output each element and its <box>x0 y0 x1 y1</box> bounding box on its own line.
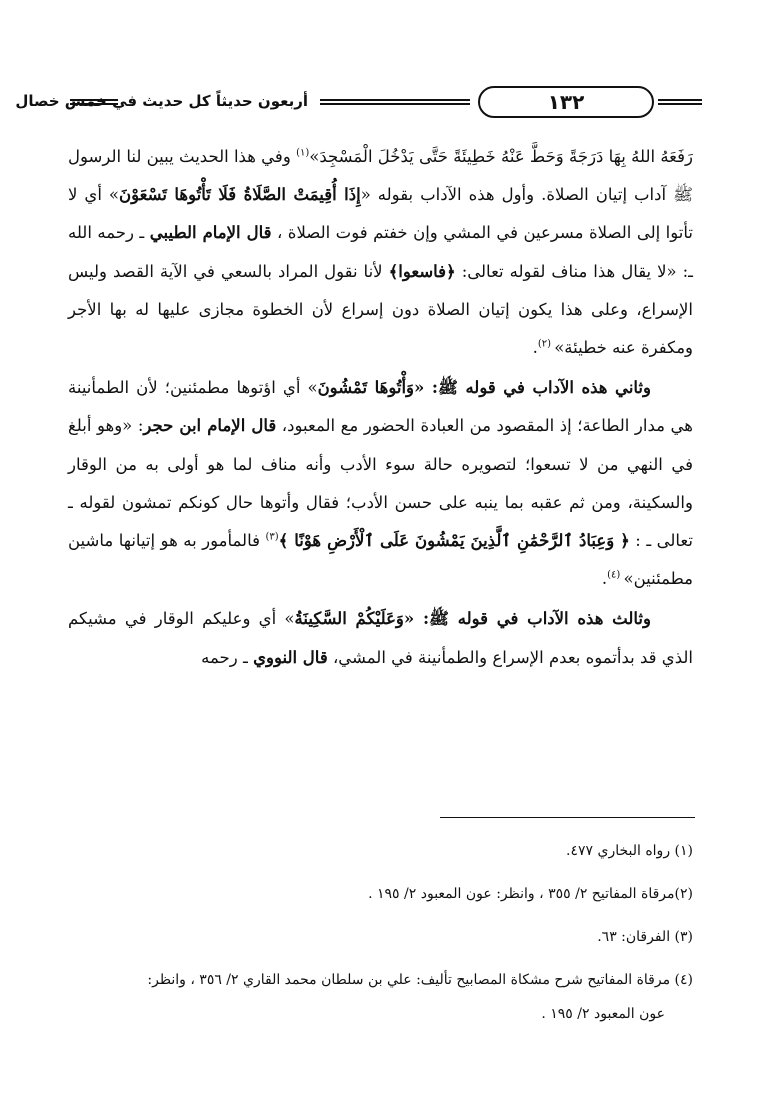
bold-text: وَأْتُوهَا تَمْشُونَ <box>317 378 415 398</box>
main-text <box>68 138 693 677</box>
footnote-separator <box>440 817 695 818</box>
footnote-1 <box>68 834 693 868</box>
footnote-text: (٢)مرقاة المفاتيح ٢/ ٣٥٥ ، وانظر: عون المعبود ٢/ ١٩٥ . <box>368 886 693 902</box>
paragraph-2 <box>68 369 693 598</box>
bold-text: ﴿فاسعوا﴾ <box>388 261 456 281</box>
footnote-ref: (٤) <box>607 569 624 581</box>
text-run: . <box>532 338 538 358</box>
bold-text: قال الإمام الطيبي <box>149 223 272 243</box>
footnote-text: (٣) الفرقان: ٦٣. <box>597 929 693 945</box>
footnote-ref: (١) <box>296 147 310 159</box>
text-run: فالمأمور به هو إتيانها ماشين مطمئنين» <box>68 531 693 589</box>
bold-text: وَعَلَيْكُمْ السَّكِينَةُ <box>294 609 404 629</box>
paragraph-3 <box>68 600 693 676</box>
footnote-4 <box>68 963 693 1031</box>
bold-text: قال الإمام ابن حجر <box>143 416 277 436</box>
bold-text: قال النووي <box>253 647 328 667</box>
bold-text: وثالث هذه الآداب في قوله ﷺ: « <box>403 609 651 629</box>
header-rule-left <box>70 99 118 105</box>
text-run: ـ رحمه <box>201 647 254 667</box>
text-run: . <box>601 569 608 589</box>
bold-text: وثاني هذه الآداب في قوله ﷺ: « <box>414 378 651 398</box>
header-rule-middle <box>320 99 470 105</box>
page-number: ١٣٢ <box>478 86 654 118</box>
page-header <box>15 84 702 124</box>
text-run: » أي لا تأتوا إلى الصلاة مسرعين في المشي وإن خفتم فوت الصلاة ، <box>68 185 693 243</box>
text-run: رَفَعَهُ اللهُ بِهَا دَرَجَةً وَحَطَّ عَنْهُ خَطِيئَةً حَتَّى يَدْخُلَ الْمَسْجِدَ» <box>309 147 693 166</box>
text-run: وفي هذا الحديث يبين لنا الرسول ﷺ آداب إتيان الصلاة. وأول هذه الآداب بقوله « <box>68 147 693 205</box>
footnote-ref: (٢) <box>537 338 555 350</box>
footnotes <box>68 834 693 1040</box>
text-run: لأنا نقول المراد بالسعي في الآية القصد وليس الإسراع، وعلى هذا يكون إتيان الصلاة دون إسراع لأن الخطوة مجازى عليها له بها الأجر ومكفرة عنه خطيئة» <box>68 261 693 358</box>
text-run: ـ رحمه الله ـ: «لا يقال هذا مناف لقوله تعالى: <box>68 223 694 281</box>
footnote-continuation: عون المعبود ٢/ ١٩٥ . <box>541 1006 665 1022</box>
running-title: أربعون حديثاً كل حديث في خمس خصال <box>15 92 308 110</box>
header-rule-right <box>658 99 702 105</box>
text-run: » أي وعليكم الوقار في مشيكم الذي قد بدأتموه بعدم الإسراع والطمأنينة في المشي، <box>68 609 693 667</box>
paragraph-1 <box>68 138 693 367</box>
footnote-3 <box>68 920 693 954</box>
footnote-text: (٤) مرقاة المفاتيح شرح مشكاة المصابيح تأليف: علي بن سلطان محمد القاري ٢/ ٣٥٦ ، وانظر: <box>147 972 693 988</box>
footnote-ref: (٣) <box>265 531 279 543</box>
footnote-2 <box>68 877 693 911</box>
quran-verse: ﴿ وَعِبَادُ ٱلرَّحْمَٰنِ ٱلَّذِينَ يَمْشُونَ عَلَى ٱلْأَرْضِ هَوْنًا ﴾ <box>278 531 630 551</box>
text-run: : «وهو أبلغ في النهي من لا تسعوا؛ لتصويره حالة سوء الأدب وأنه مناف لما هو أولى به من الوقار والسكينة، ومن ثم عقبه بما ينبه على حسن الأدب؛ فقال وأتوها حال كونكم تمشون لقوله ـ تعالى ـ : <box>68 416 693 551</box>
bold-text: إِذَا أُقِيمَتْ الصَّلَاةُ فَلَا تَأْتُوهَا تَسْعَوْنَ <box>119 185 361 205</box>
footnote-text: (١) رواه البخاري ٤٧٧. <box>566 843 693 859</box>
text-run: » أي اؤتوها مطمئنين؛ لأن الطمأنينة هي مدار الطاعة؛ إذ المقصود من العبادة الحضور مع المعبود، <box>68 378 693 436</box>
